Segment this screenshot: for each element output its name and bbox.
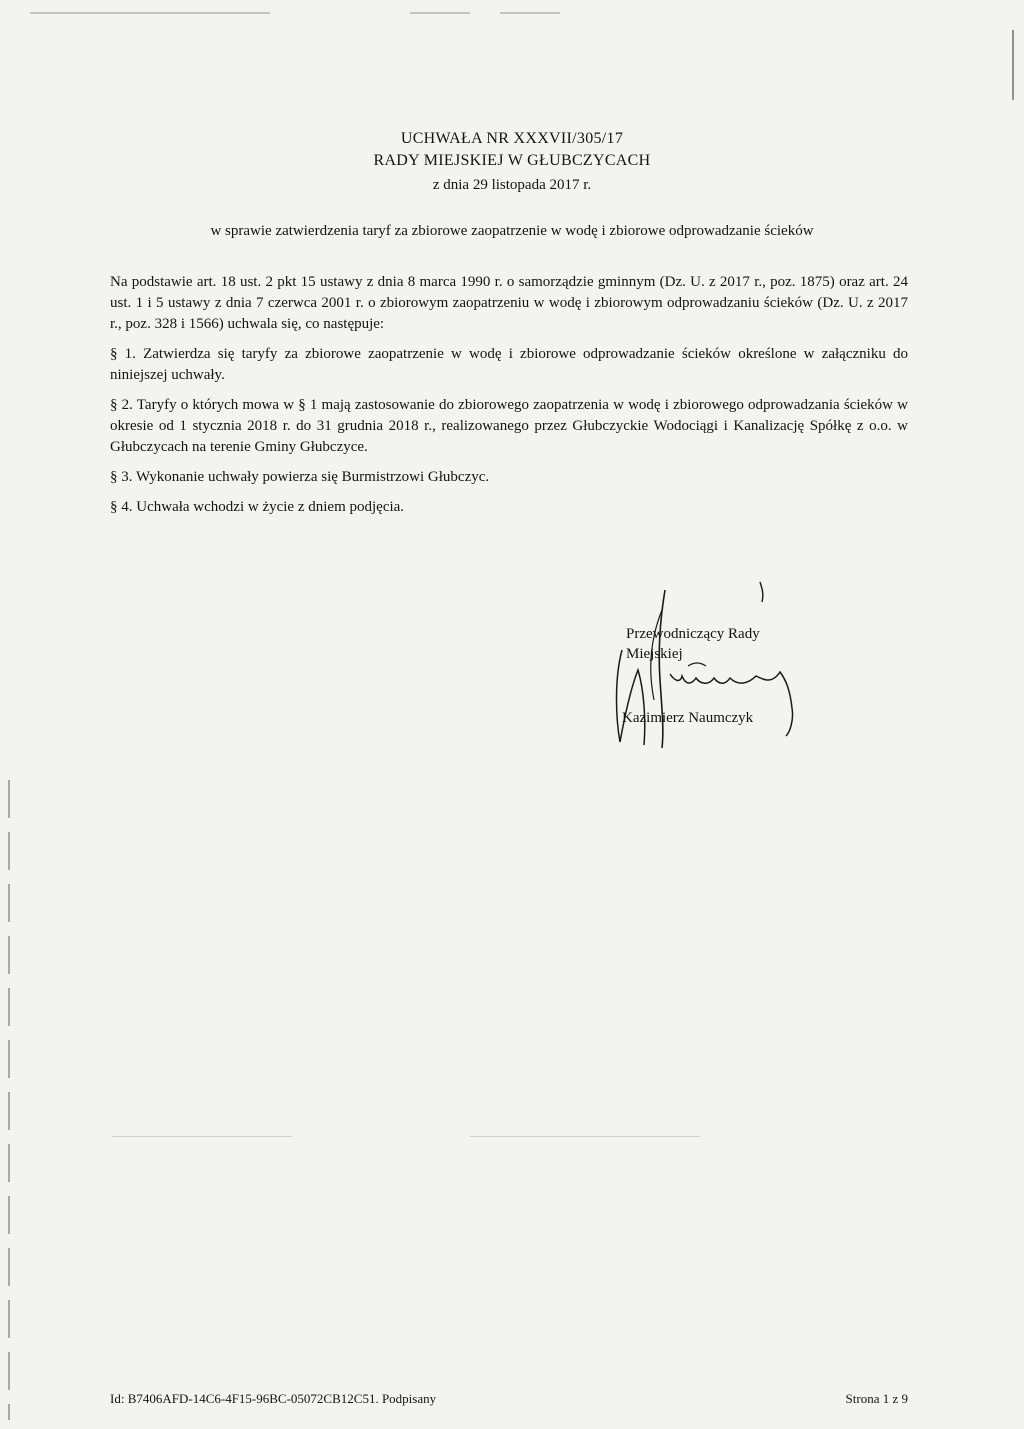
signatory-name: Kazimierz Naumczyk: [622, 710, 754, 726]
resolution-body: [110, 272, 908, 527]
signature-block: [610, 580, 810, 750]
paragraph-2: § 2. Taryfy o których mowa w § 1 mają zastosowanie do zbiorowego zaopatrzenia w wodę i zbiorowego odprowadzania ścieków w okresie od 1 stycznia 2018 r. do 31 grudnia 2018 r., realizowanego przez Głubczyckie Wodociągi i Kanalizację Spółkę z o.o. w Głubczycach na terenie Gminy Głubczyce.: [110, 397, 908, 455]
paragraph-4: § 4. Uchwała wchodzi w życie z dniem podjęcia.: [110, 499, 405, 515]
paragraph-3: § 3. Wykonanie uchwały powierza się Burmistrzowi Głubczyc.: [110, 469, 490, 485]
page-number: Strona 1 z 9: [845, 1391, 908, 1406]
paragraph-1: § 1. Zatwierdza się taryfy za zbiorowe zaopatrzenie w wodę i zbiorowe odprowadzanie ścieków określone w załączniku do niniejszej uchwały.: [110, 346, 908, 383]
scan-artifact-mid2: [470, 1136, 700, 1137]
resolution-number: UCHWAŁA NR XXXVII/305/17: [400, 130, 624, 147]
resolution-date: z dnia 29 listopada 2017 r.: [432, 177, 592, 193]
scan-artifact-top-mid2: [500, 12, 560, 14]
page-footer: [110, 1390, 908, 1408]
scan-artifact-left: [8, 780, 10, 1420]
council-name: RADY MIEJSKIEJ W GŁUBCZYCACH: [373, 152, 651, 169]
document-id: Id: B7406AFD-14C6-4F15-96BC-05072CB12C51. Podpisany: [110, 1391, 437, 1406]
scan-artifact-mid: [112, 1136, 292, 1137]
scan-artifact-top-left: [30, 12, 270, 14]
scan-artifact-right: [1012, 30, 1014, 100]
resolution-subject: w sprawie zatwierdzenia taryf za zbiorowe zaopatrzenie w wodę i zbiorowe odprowadzanie ścieków: [210, 223, 814, 239]
preamble: Na podstawie art. 18 ust. 2 pkt 15 ustawy z dnia 8 marca 1990 r. o samorządzie gminnym (Dz. U. z 2017 r., poz. 1875) oraz art. 24 ust. 1 i 5 ustawy z dnia 7 czerwca 2001 r. o zbiorowym zaopatrzeniu w wodę i zbiorowym odprowadzaniu ścieków (Dz. U. z 2017 r., poz. 328 i 1566) uchwala się, co następuje:: [110, 274, 908, 332]
signatory-title: Przewodniczący Rady Miejskiej: [626, 626, 760, 662]
resolution-header: [0, 128, 1024, 196]
scan-artifact-top-mid: [410, 12, 470, 14]
